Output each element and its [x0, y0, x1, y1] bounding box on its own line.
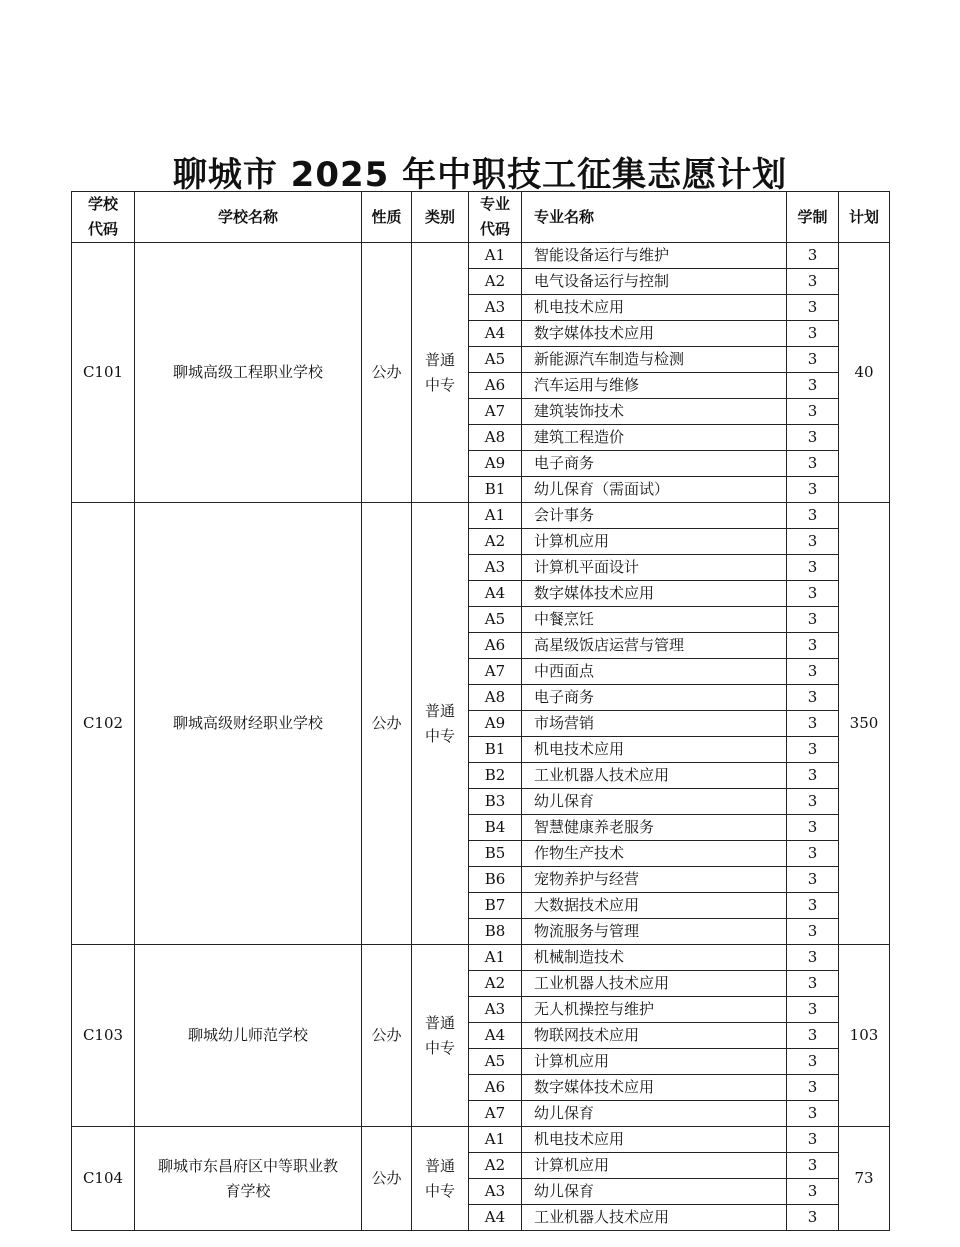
major-code: A3: [469, 997, 522, 1023]
major-name: 物流服务与管理: [522, 919, 787, 945]
school-category: 普通中专: [412, 945, 469, 1127]
major-code: A5: [469, 347, 522, 373]
school-category: 普通中专: [412, 1127, 469, 1231]
major-duration: 3: [787, 945, 839, 971]
header-school-name: 学校名称: [135, 192, 362, 243]
major-duration: 3: [787, 1101, 839, 1127]
major-duration: 3: [787, 295, 839, 321]
major-code: B1: [469, 737, 522, 763]
major-code: A2: [469, 269, 522, 295]
school-plan: 40: [839, 243, 890, 503]
major-code: B7: [469, 893, 522, 919]
major-name: 智能设备运行与维护: [522, 243, 787, 269]
major-duration: 3: [787, 451, 839, 477]
major-duration: 3: [787, 477, 839, 503]
major-name: 会计事务: [522, 503, 787, 529]
school-category: 普通中专: [412, 243, 469, 503]
major-code: A1: [469, 945, 522, 971]
school-plan: 350: [839, 503, 890, 945]
major-duration: 3: [787, 763, 839, 789]
major-duration: 3: [787, 503, 839, 529]
major-duration: 3: [787, 607, 839, 633]
major-name: 幼儿保育（需面试）: [522, 477, 787, 503]
major-duration: 3: [787, 581, 839, 607]
table-header-row: [72, 192, 890, 243]
major-code: A3: [469, 1179, 522, 1205]
major-duration: 3: [787, 399, 839, 425]
major-name: 作物生产技术: [522, 841, 787, 867]
major-duration: 3: [787, 321, 839, 347]
major-name: 电子商务: [522, 451, 787, 477]
major-code: A4: [469, 1023, 522, 1049]
major-name: 大数据技术应用: [522, 893, 787, 919]
major-code: B4: [469, 815, 522, 841]
page-title: 聊城市 2025 年中职技工征集志愿计划: [172, 154, 788, 195]
major-code: A6: [469, 1075, 522, 1101]
major-duration: 3: [787, 1023, 839, 1049]
major-code: A1: [469, 503, 522, 529]
major-code: A8: [469, 425, 522, 451]
header-nature: 性质: [362, 192, 412, 243]
major-code: A1: [469, 1127, 522, 1153]
school-plan: 73: [839, 1127, 890, 1231]
major-name: 计算机应用: [522, 1153, 787, 1179]
school-nature: 公办: [362, 1127, 412, 1231]
school-name: 聊城幼儿师范学校: [135, 945, 362, 1127]
major-name: 数字媒体技术应用: [522, 1075, 787, 1101]
major-duration: 3: [787, 841, 839, 867]
major-name: 中餐烹饪: [522, 607, 787, 633]
major-code: B1: [469, 477, 522, 503]
major-duration: 3: [787, 529, 839, 555]
major-code: A7: [469, 659, 522, 685]
major-code: A2: [469, 529, 522, 555]
major-duration: 3: [787, 711, 839, 737]
table-row: [72, 945, 890, 971]
major-name: 数字媒体技术应用: [522, 581, 787, 607]
major-code: A4: [469, 581, 522, 607]
major-code: B5: [469, 841, 522, 867]
school-nature: 公办: [362, 243, 412, 503]
major-name: 机电技术应用: [522, 737, 787, 763]
school-code: C101: [72, 243, 135, 503]
major-duration: 3: [787, 1205, 839, 1231]
header-plan: 计划: [839, 192, 890, 243]
major-name: 计算机平面设计: [522, 555, 787, 581]
major-duration: 3: [787, 1153, 839, 1179]
major-name: 无人机操控与维护: [522, 997, 787, 1023]
major-name: 工业机器人技术应用: [522, 1205, 787, 1231]
major-name: 电子商务: [522, 685, 787, 711]
school-nature: 公办: [362, 945, 412, 1127]
major-duration: 3: [787, 1127, 839, 1153]
major-name: 汽车运用与维修: [522, 373, 787, 399]
major-code: A9: [469, 451, 522, 477]
school-name: 聊城高级工程职业学校: [135, 243, 362, 503]
major-name: 幼儿保育: [522, 789, 787, 815]
major-name: 工业机器人技术应用: [522, 763, 787, 789]
major-duration: 3: [787, 893, 839, 919]
enrollment-plan-table: [71, 191, 890, 1231]
school-code: C103: [72, 945, 135, 1127]
school-category: 普通中专: [412, 503, 469, 945]
major-code: A9: [469, 711, 522, 737]
header-duration: 学制: [787, 192, 839, 243]
major-duration: 3: [787, 971, 839, 997]
major-code: B2: [469, 763, 522, 789]
major-duration: 3: [787, 243, 839, 269]
major-duration: 3: [787, 1179, 839, 1205]
major-name: 智慧健康养老服务: [522, 815, 787, 841]
header-category: 类别: [412, 192, 469, 243]
major-duration: 3: [787, 737, 839, 763]
major-code: A5: [469, 607, 522, 633]
major-code: A3: [469, 555, 522, 581]
major-code: A4: [469, 321, 522, 347]
major-code: B8: [469, 919, 522, 945]
major-name: 新能源汽车制造与检测: [522, 347, 787, 373]
major-code: A6: [469, 373, 522, 399]
major-code: B3: [469, 789, 522, 815]
table-row: [72, 243, 890, 269]
major-code: A1: [469, 243, 522, 269]
school-code: C102: [72, 503, 135, 945]
major-name: 数字媒体技术应用: [522, 321, 787, 347]
major-duration: 3: [787, 919, 839, 945]
major-name: 机电技术应用: [522, 295, 787, 321]
major-name: 工业机器人技术应用: [522, 971, 787, 997]
major-duration: 3: [787, 1049, 839, 1075]
school-nature: 公办: [362, 503, 412, 945]
header-major-code: 专业代码: [469, 192, 522, 243]
school-name: 聊城市东昌府区中等职业教育学校: [135, 1127, 362, 1231]
major-name: 建筑装饰技术: [522, 399, 787, 425]
major-name: 机电技术应用: [522, 1127, 787, 1153]
major-name: 宠物养护与经营: [522, 867, 787, 893]
major-name: 物联网技术应用: [522, 1023, 787, 1049]
major-duration: 3: [787, 659, 839, 685]
major-code: A7: [469, 1101, 522, 1127]
major-code: A2: [469, 971, 522, 997]
major-duration: 3: [787, 555, 839, 581]
school-plan: 103: [839, 945, 890, 1127]
major-code: A4: [469, 1205, 522, 1231]
major-code: A6: [469, 633, 522, 659]
major-name: 电气设备运行与控制: [522, 269, 787, 295]
major-name: 中西面点: [522, 659, 787, 685]
major-name: 市场营销: [522, 711, 787, 737]
major-duration: 3: [787, 633, 839, 659]
major-duration: 3: [787, 1075, 839, 1101]
major-duration: 3: [787, 867, 839, 893]
header-school-code: 学校代码: [72, 192, 135, 243]
major-name: 幼儿保育: [522, 1179, 787, 1205]
major-code: A2: [469, 1153, 522, 1179]
major-duration: 3: [787, 997, 839, 1023]
major-name: 计算机应用: [522, 529, 787, 555]
major-duration: 3: [787, 373, 839, 399]
major-duration: 3: [787, 815, 839, 841]
major-code: A8: [469, 685, 522, 711]
major-duration: 3: [787, 425, 839, 451]
major-duration: 3: [787, 789, 839, 815]
table-row: [72, 1127, 890, 1153]
table-body: [72, 243, 890, 1231]
major-name: 建筑工程造价: [522, 425, 787, 451]
major-code: A7: [469, 399, 522, 425]
major-name: 计算机应用: [522, 1049, 787, 1075]
major-code: A5: [469, 1049, 522, 1075]
header-major-name: 专业名称: [522, 192, 787, 243]
major-name: 高星级饭店运营与管理: [522, 633, 787, 659]
school-code: C104: [72, 1127, 135, 1231]
major-code: B6: [469, 867, 522, 893]
school-name: 聊城高级财经职业学校: [135, 503, 362, 945]
major-duration: 3: [787, 685, 839, 711]
major-duration: 3: [787, 269, 839, 295]
major-code: A3: [469, 295, 522, 321]
table-row: [72, 503, 890, 529]
major-name: 幼儿保育: [522, 1101, 787, 1127]
major-duration: 3: [787, 347, 839, 373]
major-name: 机械制造技术: [522, 945, 787, 971]
